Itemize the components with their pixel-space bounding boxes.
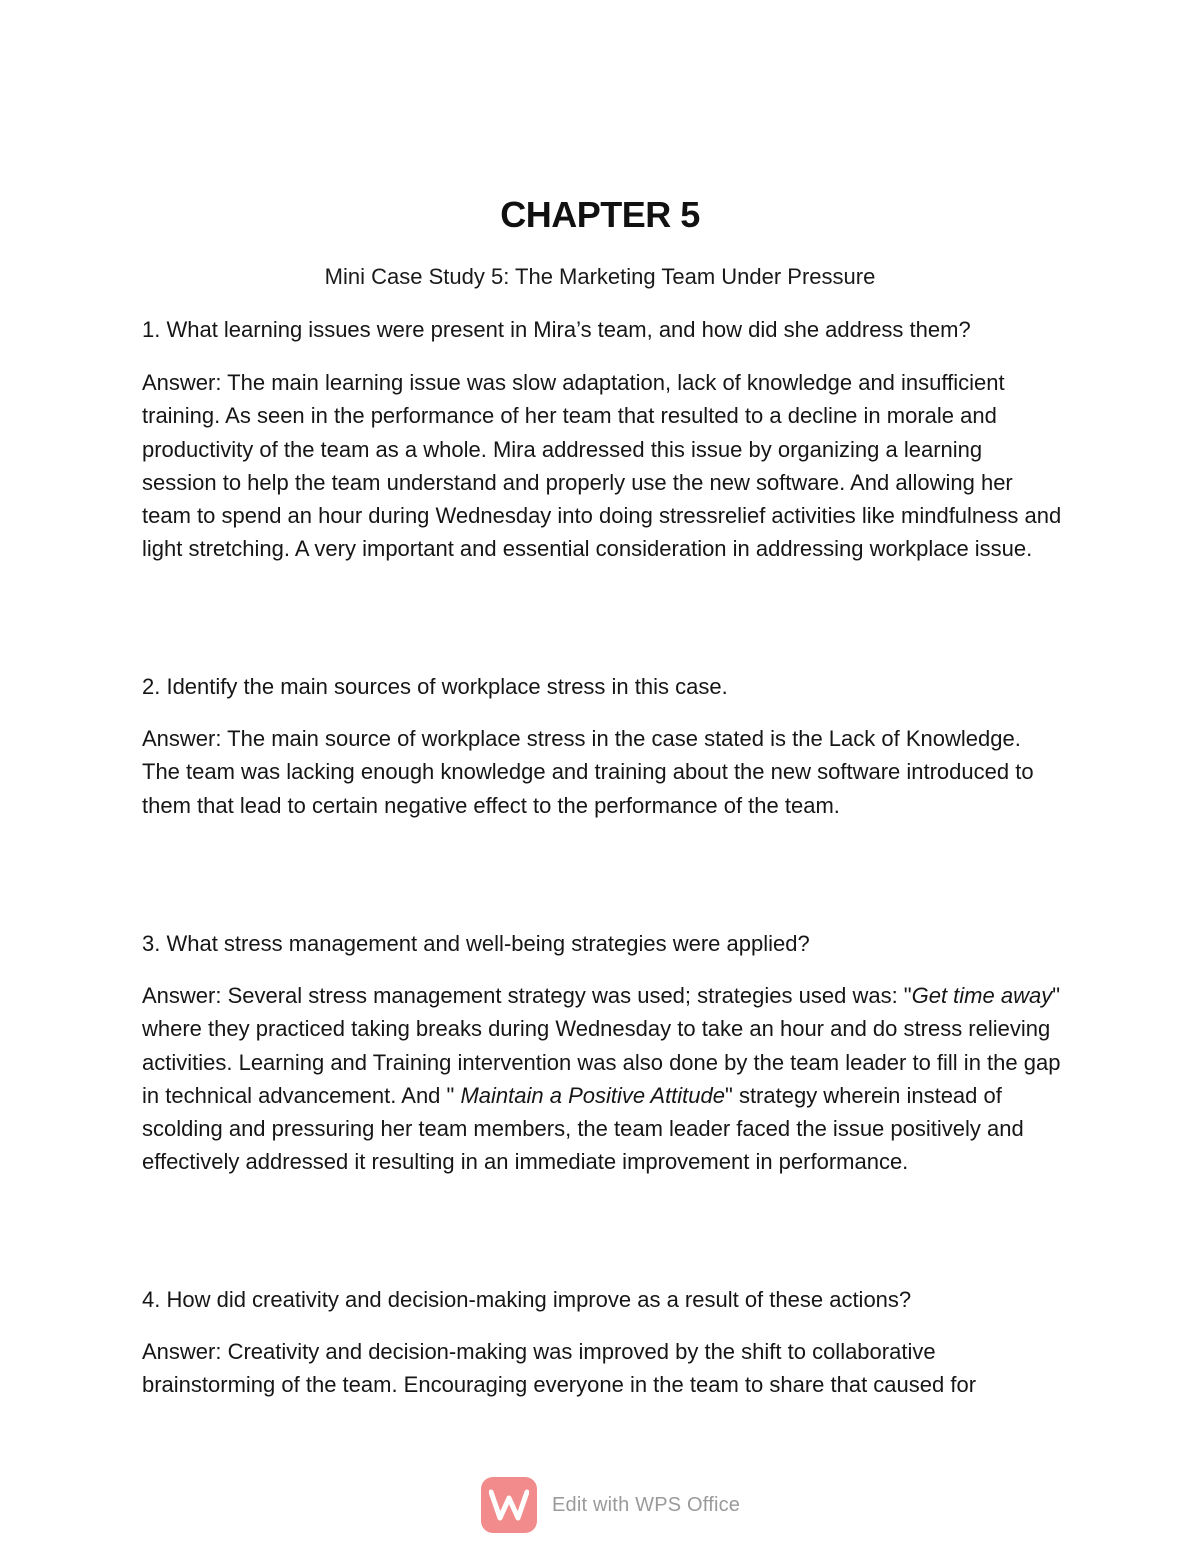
answer-2: Answer: The main source of workplace stress in the case stated is the Lack of Knowledge. The team was lacking enough knowledge and training about the new software introduced to them that lead to certain negative effect to the performance of the team. <box>142 726 1034 818</box>
wps-footer-link[interactable] <box>481 1476 740 1534</box>
question-2: 2. Identify the main sources of workplace stress in this case. <box>142 674 728 699</box>
answer-3-text-3: " strategy wherein instead of scolding and pressuring her team members, the team leader faced the issue positively and effectively addressed it resulting in an immediate improvement in performance. <box>142 1082 1024 1175</box>
answer-3-text-1: Answer: Several stress management strategy was used; strategies used was: " <box>142 983 912 1008</box>
page-title: CHAPTER 5 <box>500 194 700 235</box>
question-3: 3. What stress management and well-being strategies were applied? <box>142 931 810 956</box>
answer-3-text-2: " where they practiced taking breaks during Wednesday to take an hour and do stress relieving activities. Learning and Training intervention was also done by the team leader to fill in the gap in technical advancement. And " <box>142 983 1061 1108</box>
answer-1: Answer: The main learning issue was slow adaptation, lack of knowledge and insufficient training. As seen in the performance of her team that resulted to a decline in morale and productivity of the team as a whole. Mira addressed this issue by organizing a learning session to help the team understand and properly use the new software. And allowing her team to spend an hour during Wednesday into doing stressrelief activities like mindfulness and light stretching. A very important and essential consideration in addressing workplace issue. <box>142 370 1062 562</box>
wps-office-logo-icon <box>481 1477 537 1533</box>
answer-3-strategy-get-time-away: Get time away <box>911 983 1053 1008</box>
answer-3 <box>142 979 1062 1179</box>
wps-edit-label: Edit with WPS Office <box>552 1493 741 1516</box>
answer-3-strategy-positive-attitude: Maintain a Positive Attitude <box>460 1082 726 1108</box>
answer-4: Answer: Creativity and decision-making was improved by the shift to collaborative brainstorming of the team. Encouraging everyone in the team to share that caused for <box>142 1339 977 1398</box>
question-4: 4. How did creativity and decision-making improve as a result of these actions? <box>142 1287 912 1312</box>
question-1: 1. What learning issues were present in Mira’s team, and how did she address them? <box>142 317 971 342</box>
wps-w-glyph-icon <box>489 1488 529 1522</box>
case-study-subtitle: Mini Case Study 5: The Marketing Team Under Pressure <box>324 264 876 289</box>
